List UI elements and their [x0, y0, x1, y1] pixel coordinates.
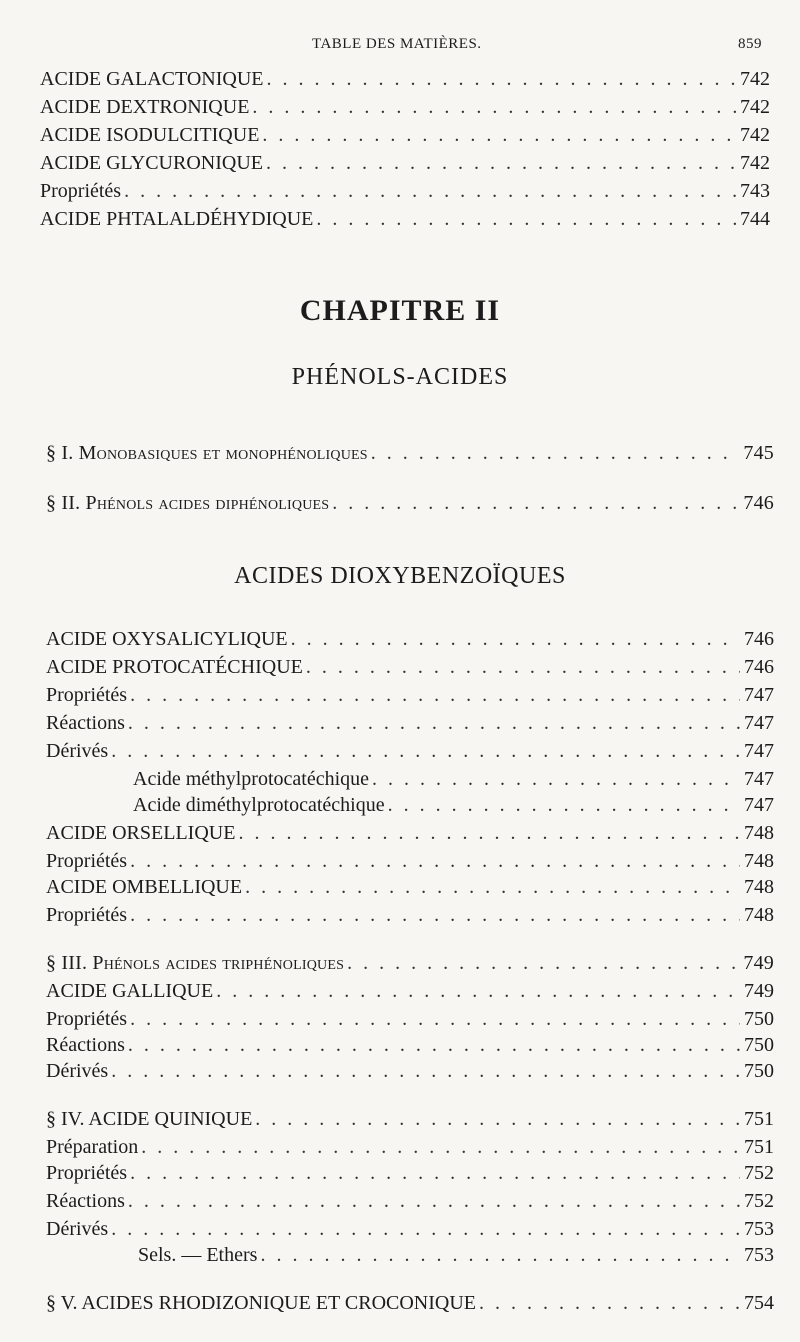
- toc-entry: [46, 1218, 774, 1246]
- toc-entry: [46, 684, 774, 712]
- toc-entry-page: 744: [740, 208, 770, 230]
- toc-entry-label: ACIDE GLYCURONIQUE: [40, 152, 263, 174]
- toc-entry-page: 747: [744, 740, 774, 762]
- dot-leader: [332, 492, 739, 515]
- toc-entry: [40, 124, 770, 152]
- toc-entry: [46, 656, 774, 684]
- dot-leader: [266, 152, 736, 175]
- dot-leader: [347, 952, 739, 975]
- toc-entry: [46, 876, 774, 904]
- toc-entry: [46, 1008, 774, 1036]
- toc-subentry: [138, 1244, 774, 1272]
- toc-entry-label: Préparation: [46, 1136, 139, 1158]
- toc-entry-label: ACIDE OMBELLIQUE: [46, 876, 243, 898]
- toc-entry-label: Propriétés: [46, 1162, 128, 1184]
- toc-section: [46, 1108, 774, 1136]
- toc-entry-page: 750: [744, 1034, 774, 1056]
- toc-entry-page: 748: [744, 876, 774, 898]
- toc-entry: [46, 1034, 774, 1062]
- toc-entry-page: 749: [744, 980, 774, 1002]
- toc-entry: [46, 904, 774, 932]
- toc-section: [46, 952, 774, 980]
- toc-entry-label: Propriétés: [40, 180, 122, 202]
- toc-entry-label: Propriétés: [46, 1008, 128, 1030]
- toc-entry-label: ACIDE GALLIQUE: [46, 980, 214, 1002]
- toc-entry-label: ACIDE GALACTONIQUE: [40, 68, 264, 90]
- toc-entry-label: ACIDE ORSELLIQUE: [46, 822, 236, 844]
- toc-entry-page: 747: [744, 712, 774, 734]
- toc-entry-label: Acide diméthylprotocatéchique: [133, 794, 385, 816]
- dot-leader: [130, 1162, 740, 1185]
- toc-entry-page: 747: [744, 684, 774, 706]
- toc-entry-page: 742: [740, 68, 770, 90]
- dot-leader: [388, 794, 740, 817]
- toc-entry: [46, 712, 774, 740]
- toc-entry: [46, 1136, 774, 1164]
- toc-entry-page: 743: [740, 180, 770, 202]
- toc-entry-label: Dérivés: [46, 1060, 109, 1082]
- toc-entry-label: Dérivés: [46, 740, 109, 762]
- toc-subentry: [133, 794, 774, 822]
- toc-entry: [40, 96, 770, 124]
- toc-entry-label: Réactions: [46, 712, 125, 734]
- toc-entry: [46, 850, 774, 878]
- toc-section-page: 749: [743, 952, 774, 974]
- toc-entry-label: ACIDE ISODULCITIQUE: [40, 124, 260, 146]
- dot-leader: [372, 768, 740, 791]
- page-number: 859: [738, 36, 762, 52]
- dot-leader: [130, 684, 740, 707]
- toc-entry-label: ACIDE OXYSALICYLIQUE: [46, 628, 288, 650]
- toc-section-page: 754: [744, 1292, 774, 1314]
- toc-entry-page: 750: [744, 1008, 774, 1030]
- toc-entry-page: 742: [740, 152, 770, 174]
- toc-entry: [46, 1190, 774, 1218]
- toc-section-label: § III. Phénols acides triphénoliques: [46, 952, 345, 974]
- dot-leader: [260, 1244, 740, 1267]
- toc-entry-label: Propriétés: [46, 904, 128, 926]
- toc-entry-label: Réactions: [46, 1034, 125, 1056]
- dot-leader: [316, 208, 736, 231]
- toc-section-page: 751: [744, 1108, 774, 1130]
- toc-section-label: § I. Monobasiques et monophénoliques: [46, 442, 368, 464]
- toc-entry-page: 752: [744, 1190, 774, 1212]
- toc-entry: [46, 628, 774, 656]
- toc-section: [46, 1292, 774, 1320]
- dot-leader: [371, 442, 740, 465]
- toc-entry-label: ACIDE PHTALALDÉHYDIQUE: [40, 208, 314, 230]
- toc-entry-label: Acide méthylprotocatéchique: [133, 768, 370, 790]
- toc-entry: [46, 1060, 774, 1088]
- toc-entry-label: Propriétés: [46, 850, 128, 872]
- toc-entry-page: 747: [744, 794, 774, 816]
- dot-leader: [252, 96, 736, 119]
- toc-section-label: § II. Phénols acides diphénoliques: [46, 492, 330, 514]
- toc-entry: [46, 740, 774, 768]
- dot-leader: [111, 1218, 740, 1241]
- toc-entry-page: 747: [744, 768, 774, 790]
- toc-entry: [40, 180, 770, 208]
- dot-leader: [238, 822, 740, 845]
- toc-entry-page: 746: [744, 656, 774, 678]
- toc-entry-page: 748: [744, 850, 774, 872]
- dot-leader: [291, 628, 740, 651]
- toc-entry-page: 748: [744, 822, 774, 844]
- dot-leader: [128, 1034, 740, 1057]
- dot-leader: [128, 712, 740, 735]
- toc-entry-label: ACIDE DEXTRONIQUE: [40, 96, 250, 118]
- toc-entry: [46, 980, 774, 1008]
- dot-leader: [245, 876, 740, 899]
- toc-section-page: 745: [743, 442, 774, 464]
- chapter-subtitle: PHÉNOLS-ACIDES: [291, 364, 509, 390]
- toc-entry-page: 753: [744, 1244, 774, 1266]
- toc-section: [46, 492, 774, 520]
- dot-leader: [267, 68, 737, 91]
- toc-entry: [46, 822, 774, 850]
- dot-leader: [111, 1060, 740, 1083]
- dot-leader: [141, 1136, 740, 1159]
- toc-subentry: [133, 768, 774, 796]
- toc-entry: [40, 68, 770, 96]
- chapter-title: CHAPITRE II: [299, 294, 501, 327]
- toc-entry-page: 742: [740, 96, 770, 118]
- toc-entry-page: 742: [740, 124, 770, 146]
- toc-entry-label: Réactions: [46, 1190, 125, 1212]
- toc-entry-page: 746: [744, 628, 774, 650]
- dot-leader: [216, 980, 740, 1003]
- dot-leader: [255, 1108, 740, 1131]
- dot-leader: [130, 1008, 740, 1031]
- running-head-title: TABLE DES MATIÈRES.: [312, 36, 482, 52]
- toc-entry: [46, 1162, 774, 1190]
- toc-entry-page: 753: [744, 1218, 774, 1240]
- dot-leader: [130, 904, 740, 927]
- toc-entry-page: 752: [744, 1162, 774, 1184]
- toc-entry: [40, 152, 770, 180]
- toc-entry: [40, 208, 770, 236]
- toc-entry-page: 748: [744, 904, 774, 926]
- running-head: [0, 36, 800, 58]
- toc-entry-label: Propriétés: [46, 684, 128, 706]
- toc-entry-label: ACIDE PROTOCATÉCHIQUE: [46, 656, 303, 678]
- toc-entry-label: Sels. — Ethers: [138, 1244, 258, 1266]
- dot-leader: [306, 656, 740, 679]
- toc-section-label: § V. ACIDES RHODIZONIQUE ET CROCONIQUE: [46, 1292, 477, 1314]
- toc-entry-label: Dérivés: [46, 1218, 109, 1240]
- dot-leader: [128, 1190, 740, 1213]
- dot-leader: [111, 740, 740, 763]
- toc-entry-page: 751: [744, 1136, 774, 1158]
- dot-leader: [262, 124, 736, 147]
- toc-entry-page: 750: [744, 1060, 774, 1082]
- group-title: ACIDES DIOXYBENZOÏQUES: [234, 563, 566, 589]
- toc-section: [46, 442, 774, 470]
- toc-section-page: 746: [743, 492, 774, 514]
- dot-leader: [130, 850, 740, 873]
- dot-leader: [124, 180, 736, 203]
- dot-leader: [479, 1292, 740, 1315]
- toc-section-label: § IV. ACIDE QUINIQUE: [46, 1108, 253, 1130]
